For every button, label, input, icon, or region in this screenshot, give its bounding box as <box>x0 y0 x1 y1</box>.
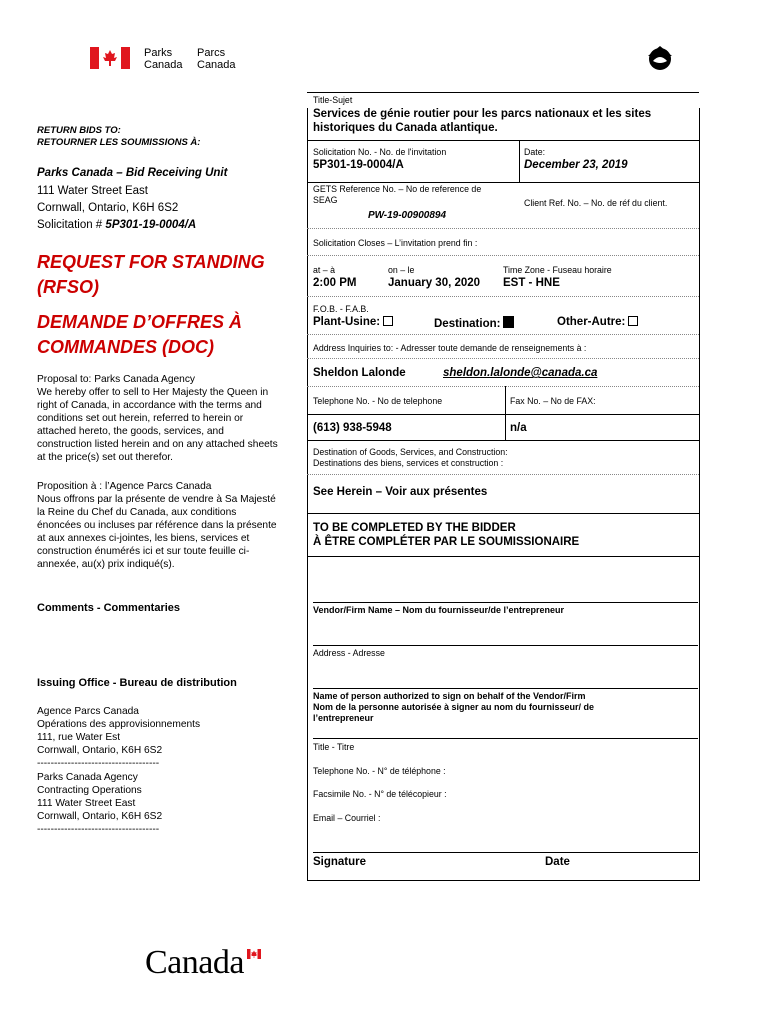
issuing-office-fr: Agence Parcs Canada Opérations des approvisionnements 111, rue Water Est Cornwall, Ontario, K6H 6S2 ------------------------------------ <box>37 706 201 769</box>
solicitation-title: Services de génie routier pour les parcs nationaux et les sites historiques du Canada atlantique. <box>313 108 652 134</box>
date-label: Date: <box>524 147 546 157</box>
at-label: at – à <box>313 265 336 275</box>
proposal-fr: Proposition à : l’Agence Parcs Canada Nous offrons par la présente de vendre à Sa Majesté la Reine du Chef du Canada, aux conditions énoncées ou incluses par référence dans la présente at aux annexes ci-jointes, les biens, services et construction énumérés ici et sur toute feuille ci- annexée, au(x) prix indiqué(s). <box>37 481 277 570</box>
issuing-office-en: Parks Canada Agency Contracting Operations 111 Water Street East Cornwall, Ontario, K6H 6S2 ------------------------------------ <box>37 772 163 835</box>
on-label: on – le <box>388 265 415 275</box>
inquiries-label: Address Inquiries to: - Adresser toute demande de renseignements à : <box>313 343 587 353</box>
proposal-en: Proposal to: Parks Canada Agency We hereby offer to sell to Her Majesty the Queen in right of Canada, in accordance with the terms and conditions set out herein, referred to herein or attached hereto, the goods, services, and construction listed herein and on any attached sheets at the price(s) set out therefor. <box>37 374 278 463</box>
parks-canada-beaver-emblem-icon <box>644 42 676 74</box>
client-ref-label: Client Ref. No. – No. de réf du client. <box>524 198 668 208</box>
rfso-heading: REQUEST FOR STANDING (RFSO) <box>37 252 265 297</box>
plant-checkbox[interactable] <box>383 316 393 326</box>
facsimile-field[interactable]: Facsimile No. - N° de télécopieur : <box>313 789 447 799</box>
fob-destination: Destination: <box>434 316 514 330</box>
bidder-section-heading: TO BE COMPLETED BY THE BIDDER À ÊTRE COMPLÉTER PAR LE SOUMISSIONAIRE <box>313 522 580 548</box>
closing-time: 2:00 PM <box>313 277 357 289</box>
destination-checkbox[interactable] <box>503 316 514 328</box>
agency-name-en: Parks Canada <box>144 47 183 71</box>
canada-wordmark: Canada <box>145 944 244 981</box>
contact-email[interactable]: sheldon.lalonde@canada.ca <box>443 367 598 379</box>
doc-heading: DEMANDE D’OFFRES À COMMANDES (DOC) <box>37 312 243 357</box>
date-value: December 23, 2019 <box>524 159 628 171</box>
phone-label: Telephone No. - No de telephone <box>313 396 443 406</box>
solicitation-no-value: 5P301-19-0004/A <box>313 159 404 171</box>
return-bids-heading: RETURN BIDS TO: RETOURNER LES SOUMISSIONS À: <box>37 125 201 148</box>
telephone-field[interactable]: Telephone No. - N° de téléphone : <box>313 766 446 776</box>
bid-address-line-1: 111 Water Street East <box>37 185 149 197</box>
signature-field[interactable]: Signature <box>313 856 367 868</box>
contact-name: Sheldon Lalonde <box>313 367 406 379</box>
time-zone-label: Time Zone - Fuseau horaire <box>503 265 612 275</box>
date-field[interactable]: Date <box>545 856 570 868</box>
closing-date: January 30, 2020 <box>388 277 481 289</box>
bid-receiving-unit: Parks Canada – Bid Receiving Unit <box>37 167 228 179</box>
phone-value: (613) 938-5948 <box>313 422 392 434</box>
issuing-office-label: Issuing Office - Bureau de distribution <box>37 677 237 689</box>
email-field[interactable]: Email – Courriel : <box>313 813 381 823</box>
gets-reference-value: PW-19-00900894 <box>368 210 447 221</box>
destination-goods-label: Destination of Goods, Services, and Construction: Destinations des biens, services et construction : <box>313 447 508 468</box>
title-field[interactable]: Title - Titre <box>313 742 355 752</box>
wordmark-flag-icon <box>247 949 261 959</box>
authorized-person-field[interactable]: Name of person authorized to sign on behalf of the Vendor/Firm Nom de la personne autorisée à signer au nom du fournisseur/ de l’entrepreneur <box>313 691 595 723</box>
gets-reference-label: GETS Reference No. – No de reference de SEAG <box>313 184 482 205</box>
agency-name-fr: Parcs Canada <box>197 47 236 71</box>
fax-value: n/a <box>510 422 527 434</box>
solicitation-no-label: Solicitation No. - No. de l'invitation <box>313 147 447 157</box>
time-zone-value: EST - HNE <box>503 277 560 289</box>
fob-plant: Plant-Usine: <box>313 316 393 328</box>
vendor-name-field[interactable]: Vendor/Firm Name – Nom du fournisseur/de l’entrepreneur <box>313 605 565 615</box>
form-top-rule <box>307 92 699 93</box>
other-checkbox[interactable] <box>628 316 638 326</box>
fob-label: F.O.B. - F.A.B. <box>313 304 369 314</box>
solicitation-line: Solicitation # 5P301-19-0004/A <box>37 219 197 231</box>
address-field[interactable]: Address - Adresse <box>313 648 385 658</box>
destination-goods-value: See Herein – Voir aux présentes <box>313 486 488 498</box>
fob-other: Other-Autre: <box>557 316 638 328</box>
solicitation-closes-label: Solicitation Closes – L’invitation prend fin : <box>313 238 478 248</box>
bid-address-line-2: Cornwall, Ontario, K6H 6S2 <box>37 202 179 214</box>
comments-label: Comments - Commentaries <box>37 602 181 614</box>
canada-flag-icon <box>90 47 130 69</box>
fax-label: Fax No. – No de FAX: <box>510 396 596 406</box>
title-label: Title-Sujet <box>313 95 353 105</box>
